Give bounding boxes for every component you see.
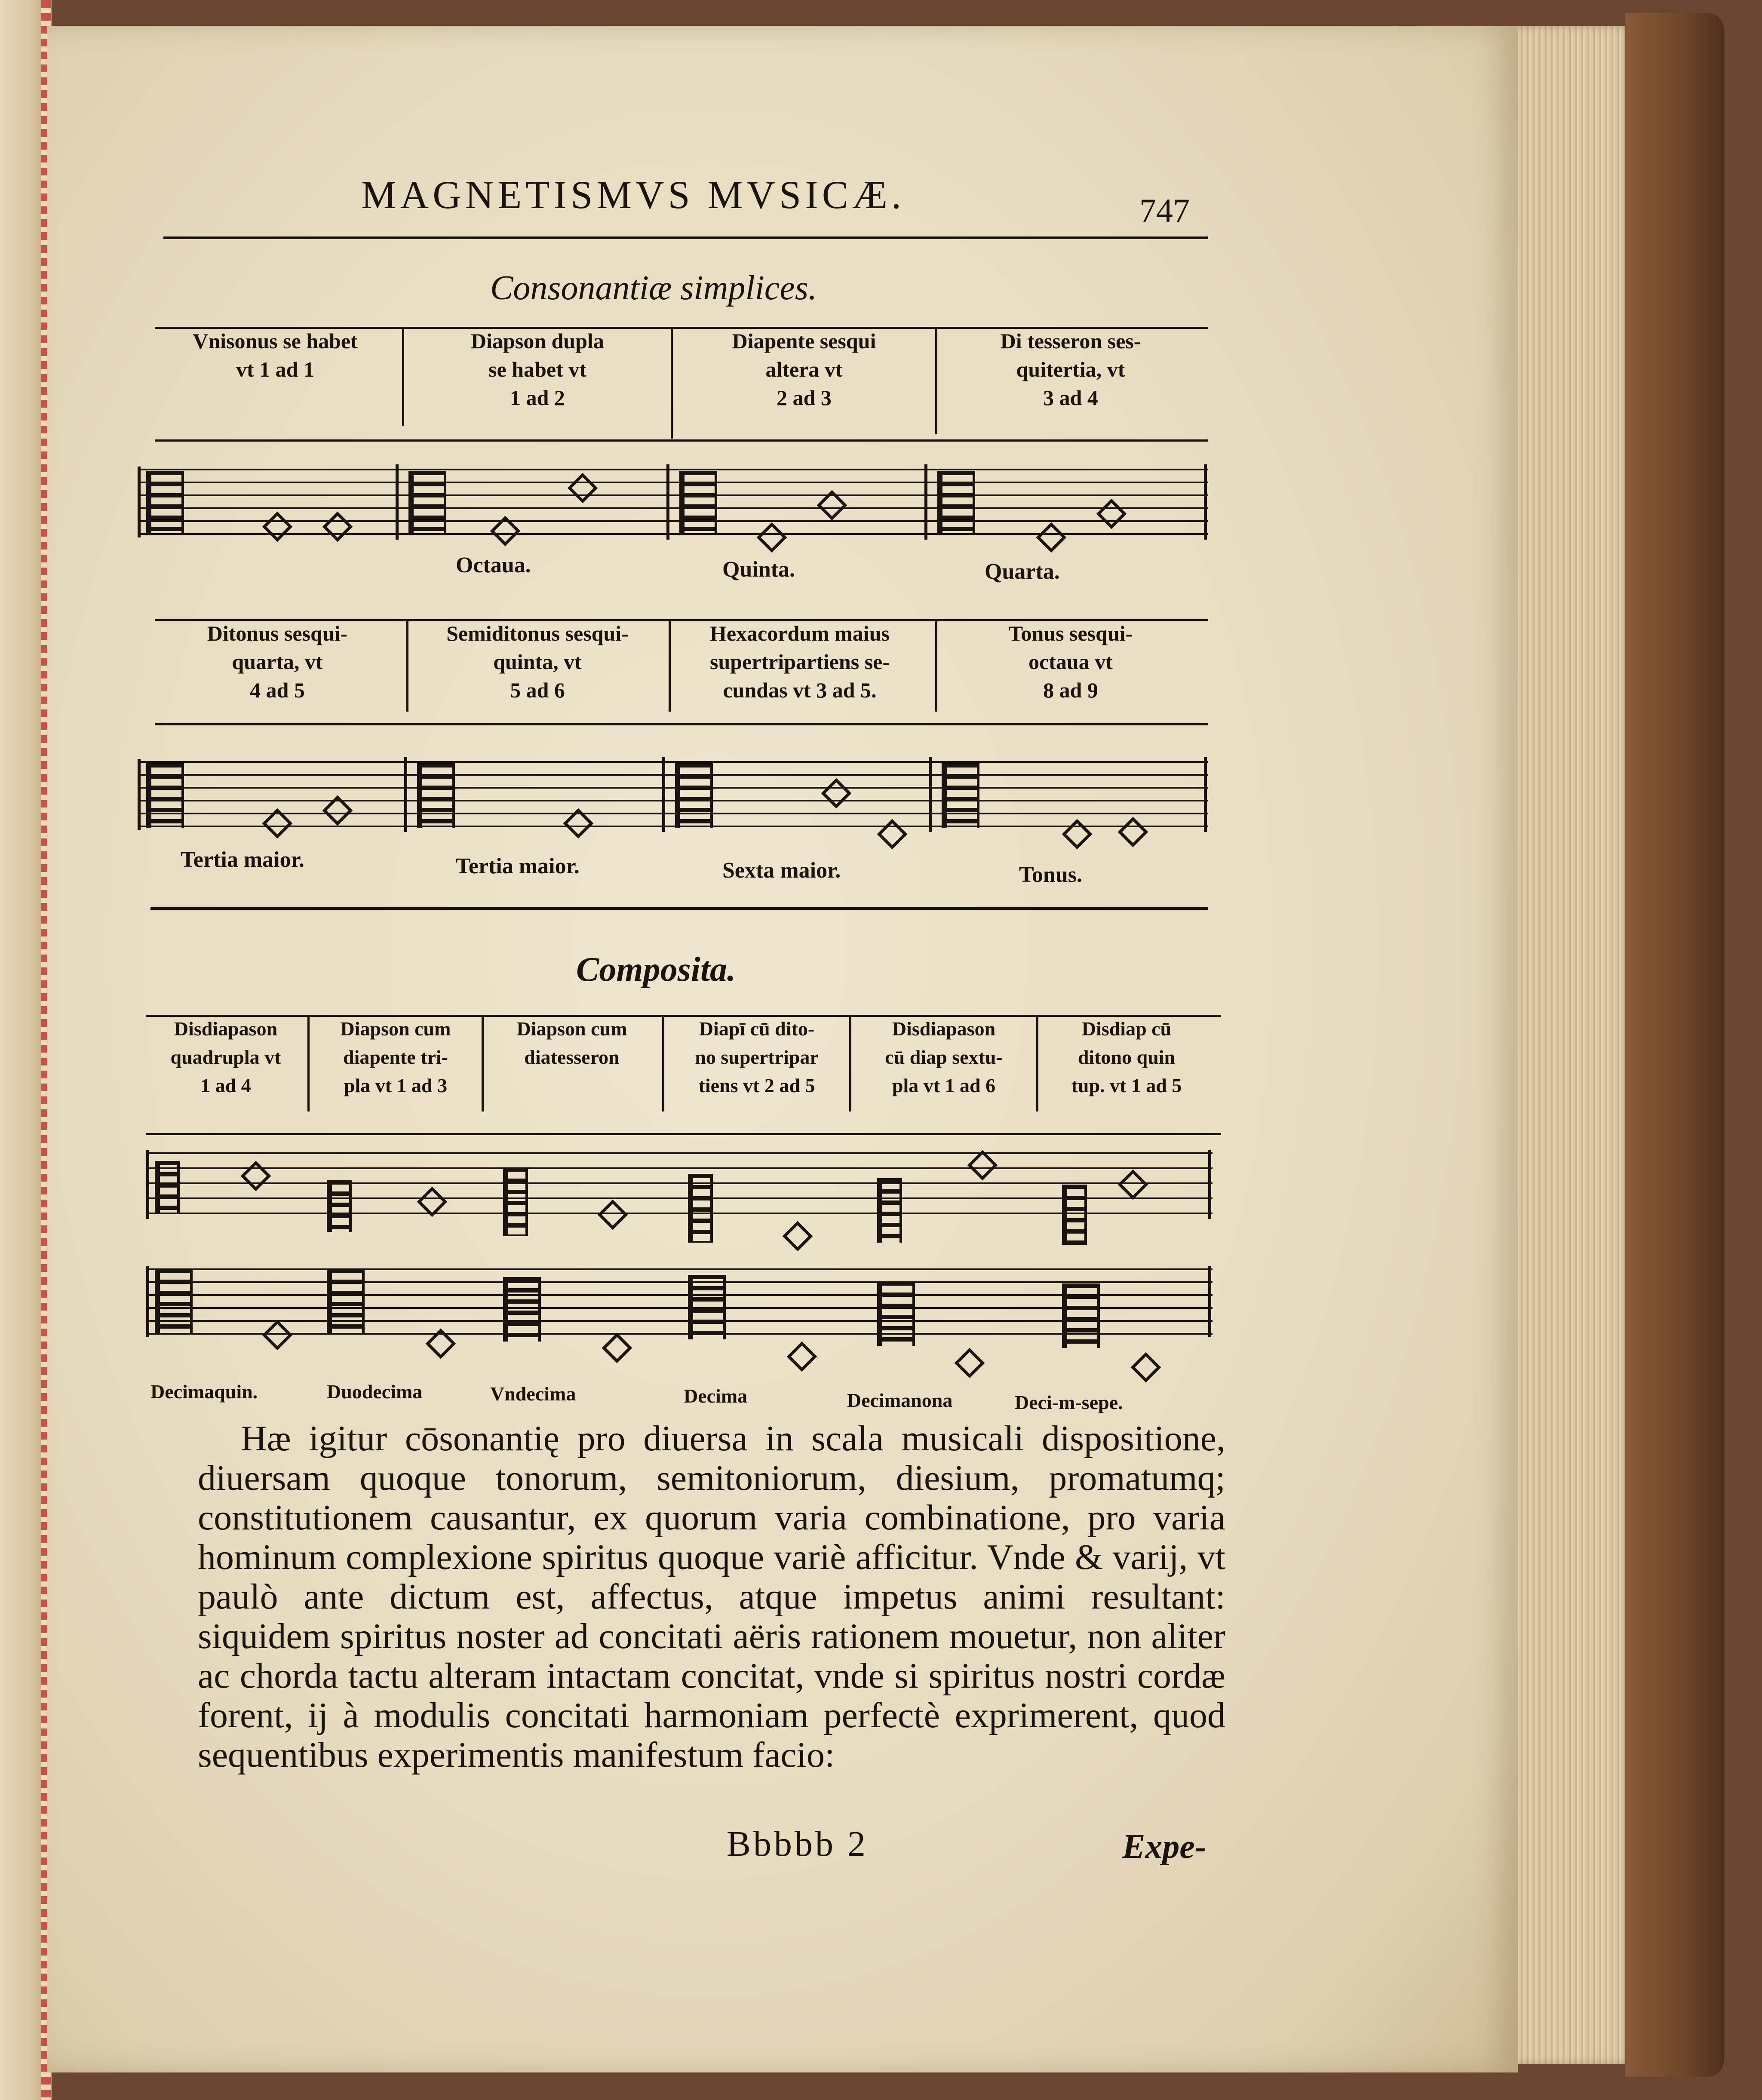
clef-icon: [327, 1180, 352, 1232]
interval-label: Tonus.: [1019, 863, 1082, 887]
note-icon: [262, 1320, 293, 1351]
left-page-edge: [0, 0, 52, 2100]
interval-label: Deci-m-sepe.: [1015, 1391, 1123, 1413]
note-icon: [1118, 817, 1148, 847]
interval-label: Sexta maior.: [722, 858, 841, 883]
cell-divider: [935, 327, 937, 434]
clef-icon: [937, 471, 975, 535]
signature-mark: Bbbbb 2: [727, 1824, 869, 1864]
interval-label: Tertia maior.: [456, 854, 580, 878]
section-title-composite: Composita.: [576, 951, 736, 989]
ratio-cell: Hexacordum maius supertripartiens se- cundas vt 3 ad 5.: [709, 621, 890, 702]
note-icon: [955, 1348, 985, 1379]
interval-label: Quinta.: [722, 557, 795, 582]
ratio-cell: Disdiap cū ditono quin tup. vt 1 ad 5: [1071, 1018, 1182, 1096]
page-number: 747: [1139, 192, 1190, 229]
ratio-cell: Diapī cū dito- no supertripar tiens vt 2 ad 5: [695, 1018, 819, 1096]
note-icon: [598, 1200, 628, 1230]
note-icon: [967, 1150, 998, 1181]
catchword: Expe-: [1122, 1828, 1206, 1866]
clef-icon: [688, 1275, 726, 1339]
section-rule: [150, 907, 1208, 910]
clef-icon: [146, 471, 184, 535]
clef-icon: [155, 1268, 193, 1333]
interval-label: Quarta.: [985, 559, 1060, 584]
note-icon: [262, 512, 293, 542]
body-paragraph: [198, 1419, 1225, 1775]
book-page: [47, 26, 1518, 2072]
clef-icon: [1062, 1185, 1087, 1245]
ratio-cell: Disdiapason cū diap sextu- pla vt 1 ad 6: [885, 1018, 1003, 1096]
note-icon: [877, 819, 908, 850]
note-icon: [757, 522, 787, 553]
note-icon: [1131, 1352, 1161, 1383]
note-icon: [821, 778, 852, 809]
note-icon: [1036, 522, 1067, 553]
section-title-simple: Consonantiæ simplices.: [490, 269, 817, 307]
clef-icon: [877, 1281, 915, 1346]
clef-icon: [146, 763, 184, 828]
interval-label: Vndecima: [490, 1383, 576, 1405]
clef-icon: [327, 1268, 365, 1333]
ratio-cell: Diapson dupla se habet vt 1 ad 2: [471, 329, 604, 410]
staff-composite-upper: [146, 1144, 1213, 1256]
clef-icon: [1062, 1283, 1100, 1348]
note-icon: [322, 512, 353, 542]
interval-label: Tertia maior.: [181, 847, 304, 872]
ratio-cell: Ditonus sesqui- quarta, vt 4 ad 5: [207, 621, 348, 702]
clef-icon: [408, 471, 446, 535]
clef-icon: [155, 1161, 180, 1213]
page-fore-edge: [1501, 26, 1625, 2064]
interval-label: Duodecima: [327, 1381, 423, 1403]
note-icon: [1062, 819, 1093, 850]
ratio-cell: Vnisonus se habet vt 1 ad 1: [193, 329, 358, 381]
clef-icon: [679, 471, 717, 535]
note-icon: [1096, 499, 1127, 529]
body-paragraph-text: Hæ igitur cōsonantię pro diuersa in scala musicali dispositione, diuersam quoque tonorum, semitoniorum, diesium, promatumq; constitutionem causantur, ex quorum varia combinatione, pro varia hominum complexione spiritus quoque variè afficitur. Vnde & varij, vt paulò ante dictum est, affectus, atque impetus animi resultant: siquidem spiritus noster ad concitati aëris rationem mouetur, non aliter ac chorda tactu alteram intactam concitat, vnde si spiritus nostri cordæ forent, ij à modulis concitati harmoniam perfectè exprimerent, quod sequentibus experimentis manifestum facio:: [198, 1418, 1225, 1775]
running-title: MAGNETISMVS MVSICÆ.: [361, 173, 905, 217]
ratio-table-row-1: [155, 327, 1208, 456]
ratio-cell: Semiditonus sesqui- quinta, vt 5 ad 6: [446, 621, 629, 702]
note-icon: [602, 1333, 632, 1363]
cell-divider: [402, 327, 404, 426]
note-icon: [241, 1161, 271, 1191]
note-icon: [568, 473, 598, 504]
clef-icon: [675, 763, 713, 828]
ratio-cell: Diapson cum diatesseron: [516, 1018, 627, 1068]
ratio-cell: Diapente sesqui altera vt 2 ad 3: [732, 329, 876, 410]
interval-label: Decimaquin.: [150, 1381, 258, 1403]
clef-icon: [877, 1178, 902, 1243]
ratio-cell: Disdiapason quadrupla vt 1 ad 4: [170, 1018, 281, 1096]
header-rule: [163, 236, 1208, 239]
ratio-cell: Di tesseron ses- quitertia, vt 3 ad 4: [1000, 329, 1141, 410]
note-icon: [1118, 1170, 1148, 1200]
ratio-cell: Diapson cum diapente tri- pla vt 1 ad 3: [340, 1018, 451, 1096]
clef-icon: [503, 1167, 528, 1236]
clef-icon: [942, 763, 979, 828]
interval-label: Octaua.: [456, 553, 531, 577]
ratio-table-row-2: [155, 619, 1208, 748]
book-cover-board: [1625, 13, 1724, 2077]
note-icon: [783, 1221, 813, 1252]
clef-icon: [503, 1277, 541, 1342]
ratio-cell: Tonus sesqui- octaua vt 8 ad 9: [1008, 621, 1133, 702]
clef-icon: [688, 1174, 713, 1243]
interval-label: Decima: [684, 1385, 748, 1407]
interval-label: Decimanona: [847, 1389, 953, 1411]
ratio-table-composite: [146, 1015, 1221, 1144]
cell-divider: [671, 327, 673, 439]
table-bottom-rule: [155, 439, 1208, 442]
staff-composite-lower: [146, 1256, 1213, 1385]
note-icon: [787, 1342, 817, 1372]
clef-icon: [417, 763, 455, 828]
